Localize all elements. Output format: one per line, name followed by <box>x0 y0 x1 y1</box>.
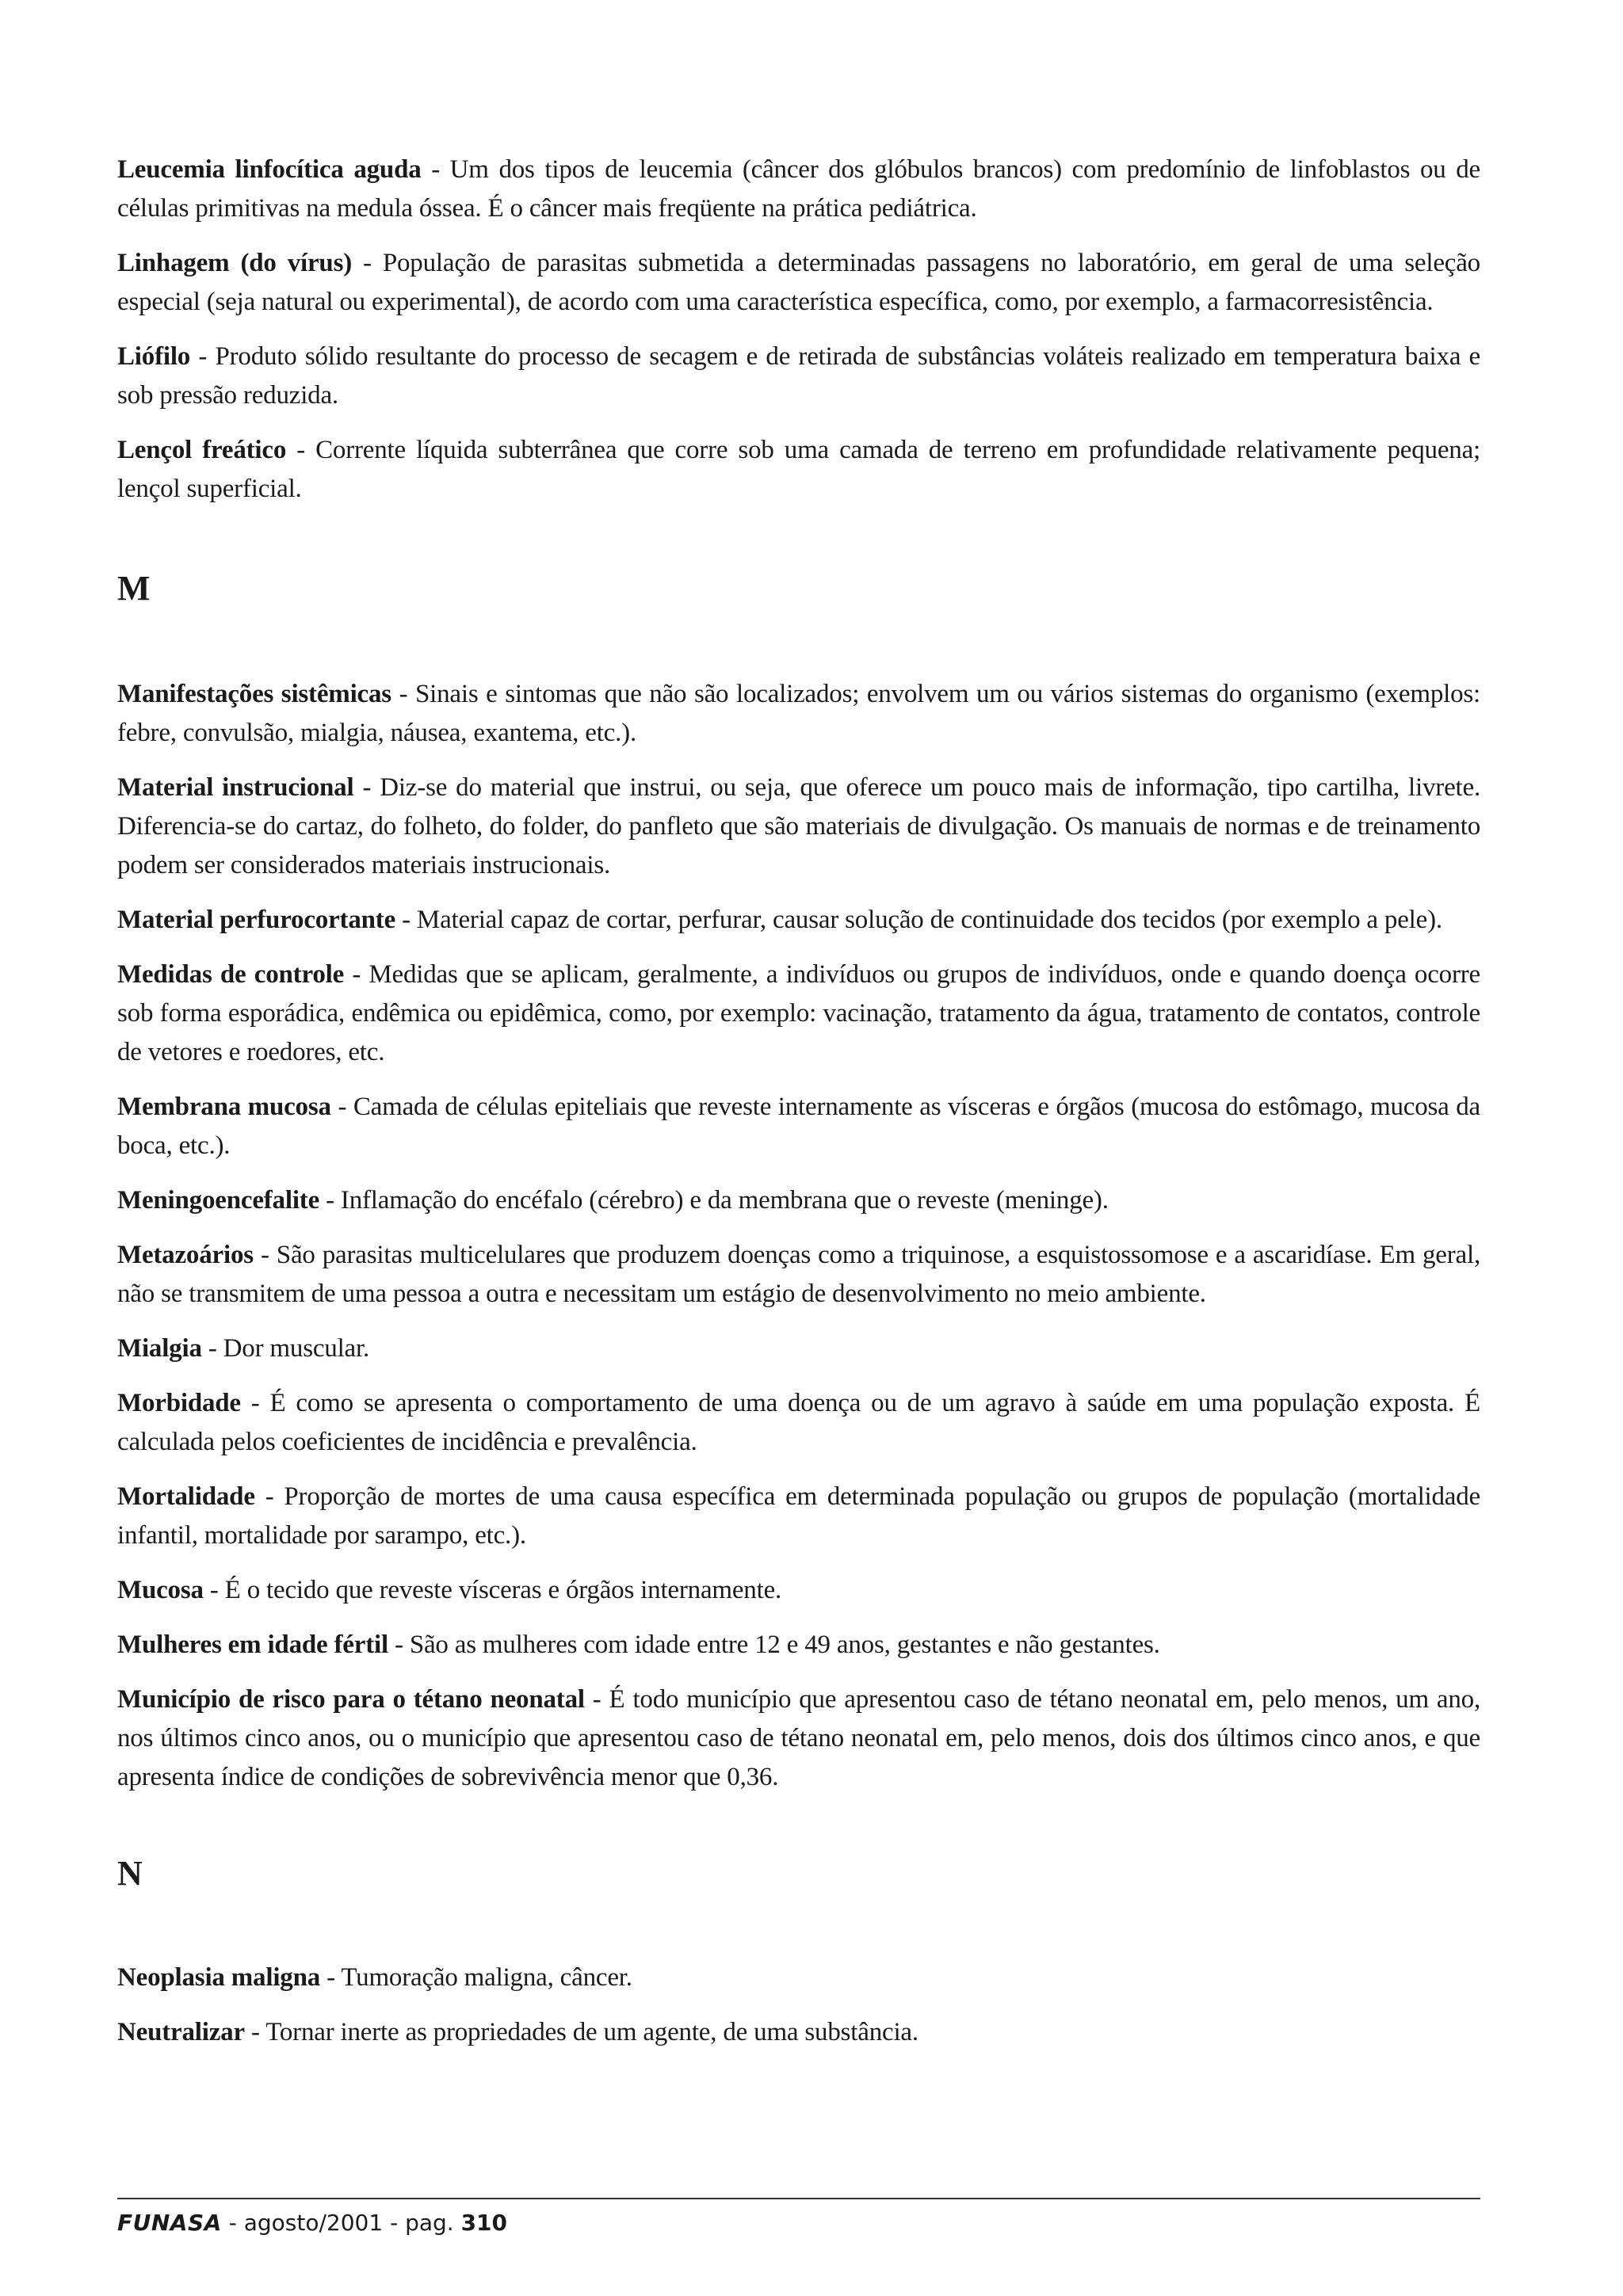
glossary-definition: - Tornar inerte as propriedades de um agente, de uma substância. <box>244 2018 918 2046</box>
glossary-term: Medidas de controle <box>117 960 345 989</box>
glossary-entry <box>117 1181 1480 1220</box>
glossary-term: Mulheres em idade fértil <box>117 1630 388 1659</box>
glossary-section-l <box>117 151 1480 509</box>
glossary-entry <box>117 2013 1480 2052</box>
glossary-definition: - É como se apresenta o comportamento de uma doença ou de um agravo à saúde em uma população exposta. É calculada pelos coeficientes de incidência e prevalência. <box>117 1389 1480 1456</box>
glossary-term: Mialgia <box>117 1334 202 1363</box>
glossary-term: Linhagem (do vírus) <box>117 249 353 277</box>
glossary-definition: - Tumoração maligna, câncer. <box>320 1963 632 1992</box>
glossary-term: Material perfurocortante <box>117 906 396 934</box>
glossary-entry <box>117 1478 1480 1555</box>
glossary-definition: - Sinais e sintomas que não são localizados; envolvem um ou vários sistemas do organismo (exemplos: febre, convulsão, mialgia, náusea, exantema, etc.). <box>117 680 1480 747</box>
glossary-term: Mucosa <box>117 1576 204 1604</box>
glossary-term: Membrana mucosa <box>117 1093 331 1121</box>
glossary-definition: - Camada de células epiteliais que reveste internamente as vísceras e órgãos (mucosa do estômago, mucosa da boca, etc.). <box>117 1093 1481 1160</box>
glossary-definition: - Dor muscular. <box>201 1334 370 1363</box>
glossary-definition: - Diz-se do material que instrui, ou seja, que oferece um pouco mais de informação, tipo cartilha, livrete. Diferencia-se do cartaz, do folheto, do folder, do panfleto que são materiais de divulgação. Os manuais de normas e de treinamento podem ser considerados materiais instrucionais. <box>117 773 1480 879</box>
glossary-section-m <box>117 675 1480 1797</box>
glossary-term: Neoplasia maligna <box>117 1963 321 1992</box>
page-footer <box>117 2198 1480 2237</box>
glossary-entry <box>117 1626 1480 1665</box>
glossary-entry <box>117 769 1480 885</box>
glossary-definition: - Material capaz de cortar, perfurar, causar solução de continuidade dos tecidos (por exemplo a pele). <box>395 906 1442 934</box>
glossary-entry <box>117 1329 1480 1368</box>
glossary-definition: - São as mulheres com idade entre 12 e 49 anos, gestantes e não gestantes. <box>388 1630 1160 1659</box>
glossary-entry <box>117 431 1480 509</box>
glossary-definition: - Corrente líquida subterrânea que corre sob uma camada de terreno em profundidade relativamente pequena; lençol superficial. <box>117 436 1480 503</box>
glossary-term: Manifestações sistêmicas <box>117 680 391 708</box>
glossary-term: Lençol freático <box>117 436 287 464</box>
glossary-section-n <box>117 1958 1480 2052</box>
glossary-entry <box>117 1958 1480 1997</box>
glossary-definition: - É o tecido que reveste vísceras e órgãos internamente. <box>203 1576 782 1604</box>
glossary-term: Material instrucional <box>117 773 354 802</box>
glossary-definition: - Medidas que se aplicam, geralmente, a indivíduos ou grupos de indivíduos, onde e quando doença ocorre sob forma esporádica, endêmica ou epidêmica, como, por exemplo: vacinação, tratamento da água, tratamento de contatos, controle de vetores e roedores, etc. <box>117 960 1480 1066</box>
glossary-term: Liófilo <box>117 342 191 371</box>
glossary-definition: - Produto sólido resultante do processo de secagem e de retirada de substâncias voláteis realizado em temperatura baixa e sob pressão reduzida. <box>117 342 1480 410</box>
glossary-definition: - Proporção de mortes de uma causa específica em determinada população ou grupos de população (mortalidade infantil, mortalidade por sarampo, etc.). <box>117 1482 1480 1550</box>
section-heading-n: N <box>117 1854 143 1893</box>
glossary-entry <box>117 1571 1480 1610</box>
glossary-entry <box>117 1384 1480 1462</box>
glossary-definition: - São parasitas multicelulares que produzem doenças como a triquinose, a esquistossomose e a ascaridíase. Em geral, não se transmitem de uma pessoa a outra e necessitam um estágio de desenvolvimento no meio ambiente. <box>117 1241 1480 1308</box>
glossary-entry <box>117 675 1480 753</box>
page-number: 310 <box>460 2210 508 2236</box>
glossary-definition: - Inflamação do encéfalo (cérebro) e da membrana que o reveste (meninge). <box>319 1186 1109 1215</box>
glossary-entry <box>117 151 1480 228</box>
glossary-entry <box>117 955 1480 1072</box>
glossary-definition: - Um dos tipos de leucemia (câncer dos glóbulos brancos) com predomínio de linfoblastos ou de células primitivas na medula óssea. É o câncer mais freqüente na prática pediátrica. <box>117 155 1480 223</box>
glossary-entry <box>117 1680 1480 1797</box>
glossary-entry <box>117 901 1480 940</box>
glossary-term: Neutralizar <box>117 2018 245 2046</box>
glossary-term: Mortalidade <box>117 1482 255 1511</box>
section-heading-m: M <box>117 569 151 608</box>
glossary-entry <box>117 1088 1480 1165</box>
glossary-definition: - População de parasitas submetida a determinadas passagens no laboratório, em geral de uma seleção especial (seja natural ou experimental), de acordo com uma característica específica, como, por exemplo, a farmacorresistência. <box>117 249 1480 316</box>
footer-divider <box>117 2198 1480 2199</box>
glossary-term: Metazoários <box>117 1241 254 1269</box>
footer-date: - agosto/2001 - pag. <box>221 2210 461 2236</box>
glossary-term: Leucemia linfocítica aguda <box>117 155 422 184</box>
glossary-term: Município de risco para o tétano neonatal <box>117 1685 585 1714</box>
glossary-term: Meningoencefalite <box>117 1186 320 1215</box>
glossary-entry <box>117 338 1480 415</box>
glossary-entry <box>117 1236 1480 1314</box>
footer-brand: FUNASA <box>117 2210 222 2236</box>
glossary-page <box>117 151 1480 2068</box>
footer-text <box>117 2209 1480 2237</box>
glossary-definition: - É todo município que apresentou caso de tétano neonatal em, pelo menos, um ano, nos últimos cinco anos, ou o município que apresentou caso de tétano neonatal em, pelo menos, dois dos últimos cinco anos, e que apresenta índice de condições de sobrevivência menor que 0,36. <box>117 1685 1480 1791</box>
glossary-entry <box>117 244 1480 322</box>
glossary-term: Morbidade <box>117 1389 241 1417</box>
